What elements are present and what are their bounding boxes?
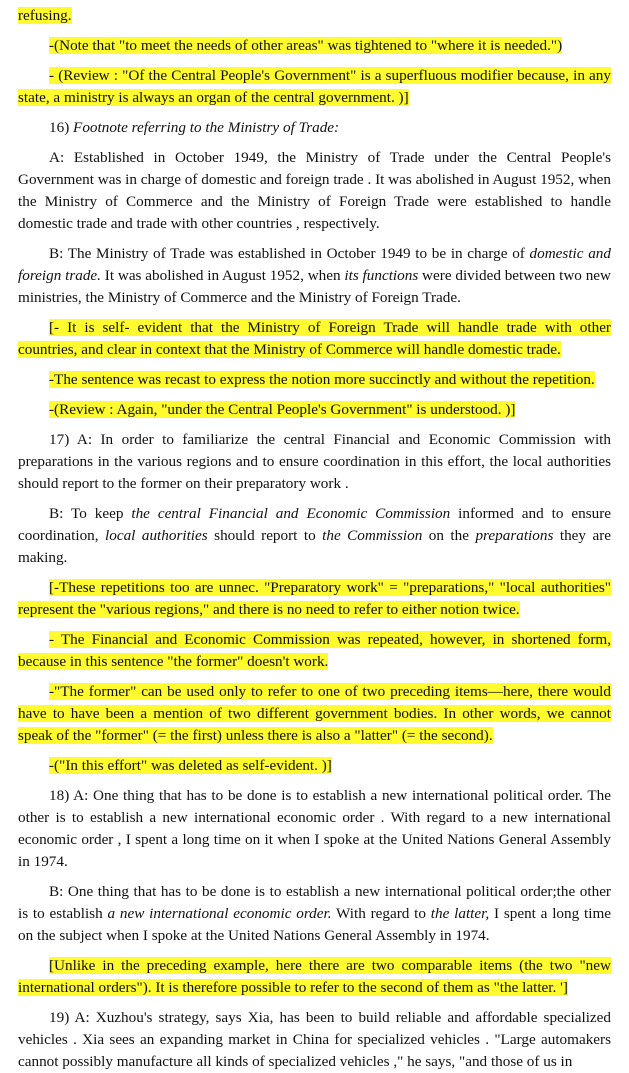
text-run: -(Review : Again, "under the Central People's Government" is understood. )] [49, 401, 516, 418]
text-run: [- It is self- evident that the Ministry of Foreign Trade will handle trade with other countries, and clear in context that the Ministry of Commerce will handle domestic trade. [18, 319, 611, 358]
italic-text: domestic and foreign trade. [18, 245, 611, 284]
reviewer-note-paragraph [18, 369, 611, 391]
paragraph-text [18, 787, 611, 870]
reviewer-note-paragraph [18, 65, 611, 109]
text-run: informed and to ensure coordination, [18, 505, 611, 544]
text-run: B: To keep [49, 505, 132, 522]
paragraph-text [49, 119, 339, 136]
italic-text: preparations [475, 527, 554, 544]
paragraph-text [49, 37, 562, 54]
paragraph-text [49, 757, 332, 774]
reviewer-note-paragraph [18, 5, 611, 27]
paragraph-text [49, 401, 515, 418]
text-run: 19) A: Xuzhou's strategy, says Xia, has been to build reliable and affordable specialized vehicles . Xia sees an expanding market in China for specialized vehicles . "Large automakers cannot possibly manufacture all kinds of specialized vehicles ," he says, "and those of us in [18, 1009, 611, 1070]
paragraph-text [18, 579, 611, 618]
paragraph-text [18, 7, 72, 24]
paragraph-text [18, 67, 611, 106]
paragraph-text [18, 319, 611, 358]
text-run: B: One thing that has to be done is to establish a new international political order;the other is to establish [18, 883, 611, 922]
paragraph-text [18, 149, 611, 232]
text-run: -("In this effort" was deleted as self-evident. )] [49, 757, 332, 774]
italic-text: its functions [344, 267, 419, 284]
text-run: -The sentence was recast to express the notion more succinctly and without the repetition. [49, 371, 595, 388]
paragraph-text [18, 245, 611, 306]
body-paragraph [18, 147, 611, 235]
body-paragraph [18, 243, 611, 309]
reviewer-note-paragraph [18, 681, 611, 747]
text-run: -(Note that "to meet the needs of other areas" was tightened to "where it is needed.") [49, 37, 563, 54]
body-paragraph [18, 117, 611, 139]
text-run: It was abolished in August 1952, when [100, 267, 345, 284]
text-run: -"The former" can be used only to refer to one of two preceding items—here, there would have to have been a mention of two different government bodies. In other words, we cannot speak of the "former" (= the first) unless there is also a "latter" (= the second). [18, 683, 611, 744]
text-run: - The Financial and Economic Commission was repeated, however, in shortened form, because in this sentence "the former" doesn't work. [18, 631, 611, 670]
text-run: [Unlike in the preceding example, here there are two comparable items (the two "new international orders"). It is therefore possible to refer to the second of them as "the latter. '] [18, 957, 611, 996]
reviewer-note-paragraph [18, 317, 611, 361]
body-paragraph [18, 881, 611, 947]
italic-text: a new international economic order. [107, 905, 332, 922]
text-run: 17) A: In order to familiarize the central Financial and Economic Commission with preparations in the various regions and to ensure coordination in this effort, the local authorities should report to the former on their preparatory work . [18, 431, 611, 492]
paragraph-text [18, 505, 611, 566]
reviewer-note-paragraph [18, 399, 611, 421]
italic-text: the central Financial and Economic Commission [131, 505, 451, 522]
paragraph-text [49, 371, 595, 388]
paragraph-text [18, 431, 611, 492]
paragraph-text [18, 1009, 611, 1070]
paragraph-text [18, 883, 611, 944]
text-run: With regard to [331, 905, 431, 922]
reviewer-note-paragraph [18, 629, 611, 673]
reviewer-note-paragraph [18, 955, 611, 999]
text-run: [-These repetitions too are unnec. "Preparatory work" = "preparations," "local authorities" represent the "various regions," and there is no need to refer to either notion twice. [18, 579, 611, 618]
body-paragraph [18, 785, 611, 873]
body-paragraph [18, 503, 611, 569]
italic-text: Footnote referring to the Ministry of Trade: [73, 119, 340, 136]
reviewer-note-paragraph [18, 35, 611, 57]
text-run: A: Established in October 1949, the Ministry of Trade under the Central People's Government was in charge of domestic and foreign trade . It was abolished in August 1952, when the Ministry of Commerce and the Ministry of Foreign Trade were established to handle domestic trade and trade with other countries , respectively. [18, 149, 611, 232]
text-run: were divided between two new ministries, the Ministry of Commerce and the Ministry of Foreign Trade. [18, 267, 611, 306]
italic-text: local authorities [105, 527, 208, 544]
text-run: B: The Ministry of Trade was established in October 1949 to be in charge of [49, 245, 530, 262]
italic-text: the Commission [322, 527, 423, 544]
text-run: I spent a long time on the subject when I spoke at the United Nations General Assembly in 1974. [18, 905, 611, 944]
reviewer-note-paragraph [18, 577, 611, 621]
body-paragraph [18, 429, 611, 495]
text-run: on the [422, 527, 476, 544]
italic-text: the latter, [430, 905, 490, 922]
reviewer-note-paragraph [18, 755, 611, 777]
text-run: - (Review : "Of the Central People's Government" is a superfluous modifier because, in any state, a ministry is always an organ of the central government. )] [18, 67, 611, 106]
paragraph-text [18, 631, 611, 670]
text-run: should report to [207, 527, 323, 544]
text-run: 18) A: One thing that has to be done is to establish a new international political order. The other is to establish a new international economic order . With regard to a new international economic order , I spent a long time on it when I spoke at the United Nations General Assembly in 1974. [18, 787, 611, 870]
body-paragraph [18, 1007, 611, 1073]
paragraph-text [18, 683, 611, 744]
paragraph-text [18, 957, 611, 996]
text-run: they are making. [18, 527, 611, 566]
text-run: refusing. [18, 7, 72, 24]
text-run: 16) [49, 119, 74, 136]
